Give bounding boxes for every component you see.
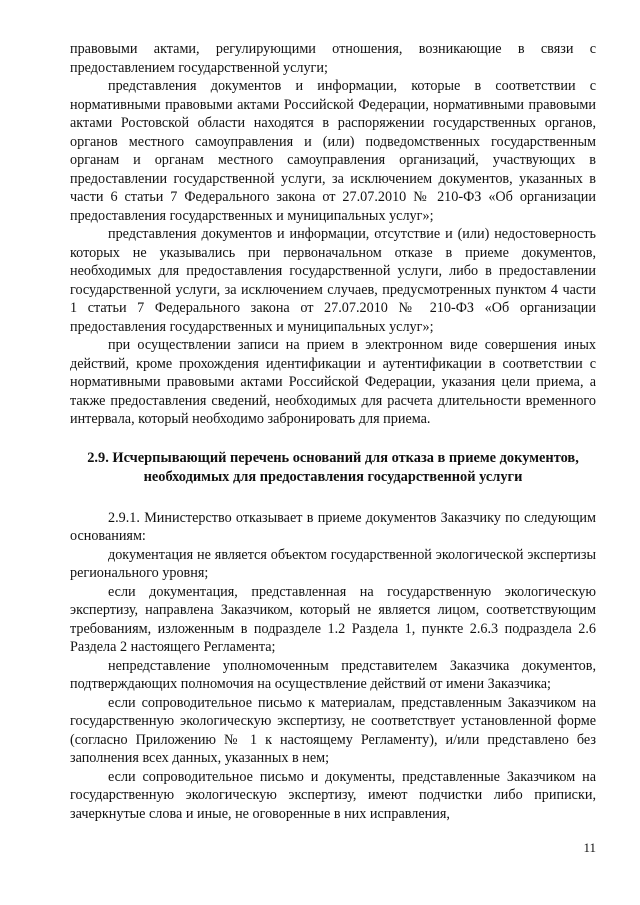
paragraph: непредставление уполномоченным представителем Заказчика документов, подтверждающих полномочия на осуществление действий от имени Заказчика; — [70, 657, 596, 692]
page-number: 11 — [583, 840, 596, 855]
section-heading: 2.9. Исчерпывающий перечень оснований для отказа в приеме документов, необходимых для предоставления государственной услуги — [87, 449, 579, 485]
paragraph: если сопроводительное письмо к материалам, представленным Заказчиком на государственную экологическую экспертизу, не соответствует установленной форме (согласно Приложению № 1 к настоящему Регламенту), и/или представлено без заполнения всех данных, указанных в нем; — [70, 694, 596, 766]
paragraph: представления документов и информации, которые в соответствии с нормативными правовыми актами Российской Федерации, нормативными правовыми актами Ростовской области находятся в распоряжении государственных органов, органов местного самоуправления и (или) подведомственных государственным органам и органам местного самоуправления организаций, участвующих в предоставлении государственной услуги, за исключением документов, указанных в части 6 статьи 7 Федерального закона от 27.07.2010 № 210-ФЗ «Об организации предоставления государственных и муниципальных услуг»; — [70, 78, 596, 224]
paragraph: если сопроводительное письмо и документы, представленные Заказчиком на государственную экологическую экспертизу, имеют подчистки либо приписки, зачеркнутые слова и иные, не оговоренные в них исправления, — [70, 768, 596, 822]
paragraph: если документация, представленная на государственную экологическую экспертизу, направлена Заказчиком, который не является лицом, соответствующим требованиям, изложенным в подразделе 1.2 Раздела 1, пункте 2.6.3 подраздела 2.6 Раздела 2 настоящего Регламента; — [70, 583, 596, 655]
paragraph: 2.9.1. Министерство отказывает в приеме документов Заказчику по следующим основаниям: — [70, 509, 596, 544]
paragraph: представления документов и информации, отсутствие и (или) недостоверность которых не указывались при первоначальном отказе в приеме документов, необходимых для предоставления государственной услуги, либо в предоставлении государственной услуги, за исключением случаев, предусмотренных пунктом 4 части 1 статьи 7 Федерального закона от 27.07.2010 № 210-ФЗ «Об организации предоставления государственных и муниципальных услуг»; — [70, 226, 596, 335]
paragraph-continuation: правовыми актами, регулирующими отношения, возникающие в связи с предоставлением государственной услуги; — [70, 41, 596, 76]
paragraph: при осуществлении записи на прием в электронном виде совершения иных действий, кроме прохождения идентификации и аутентификации в соответствии с нормативными правовыми актами Российской Федерации, указания цели приема, а также предоставления сведений, необходимых для расчета длительности временного интервала, который необходимо забронировать для приема. — [70, 337, 596, 427]
paragraph: документация не является объектом государственной экологической экспертизы регионального уровня; — [70, 546, 596, 581]
document-page — [70, 40, 596, 823]
